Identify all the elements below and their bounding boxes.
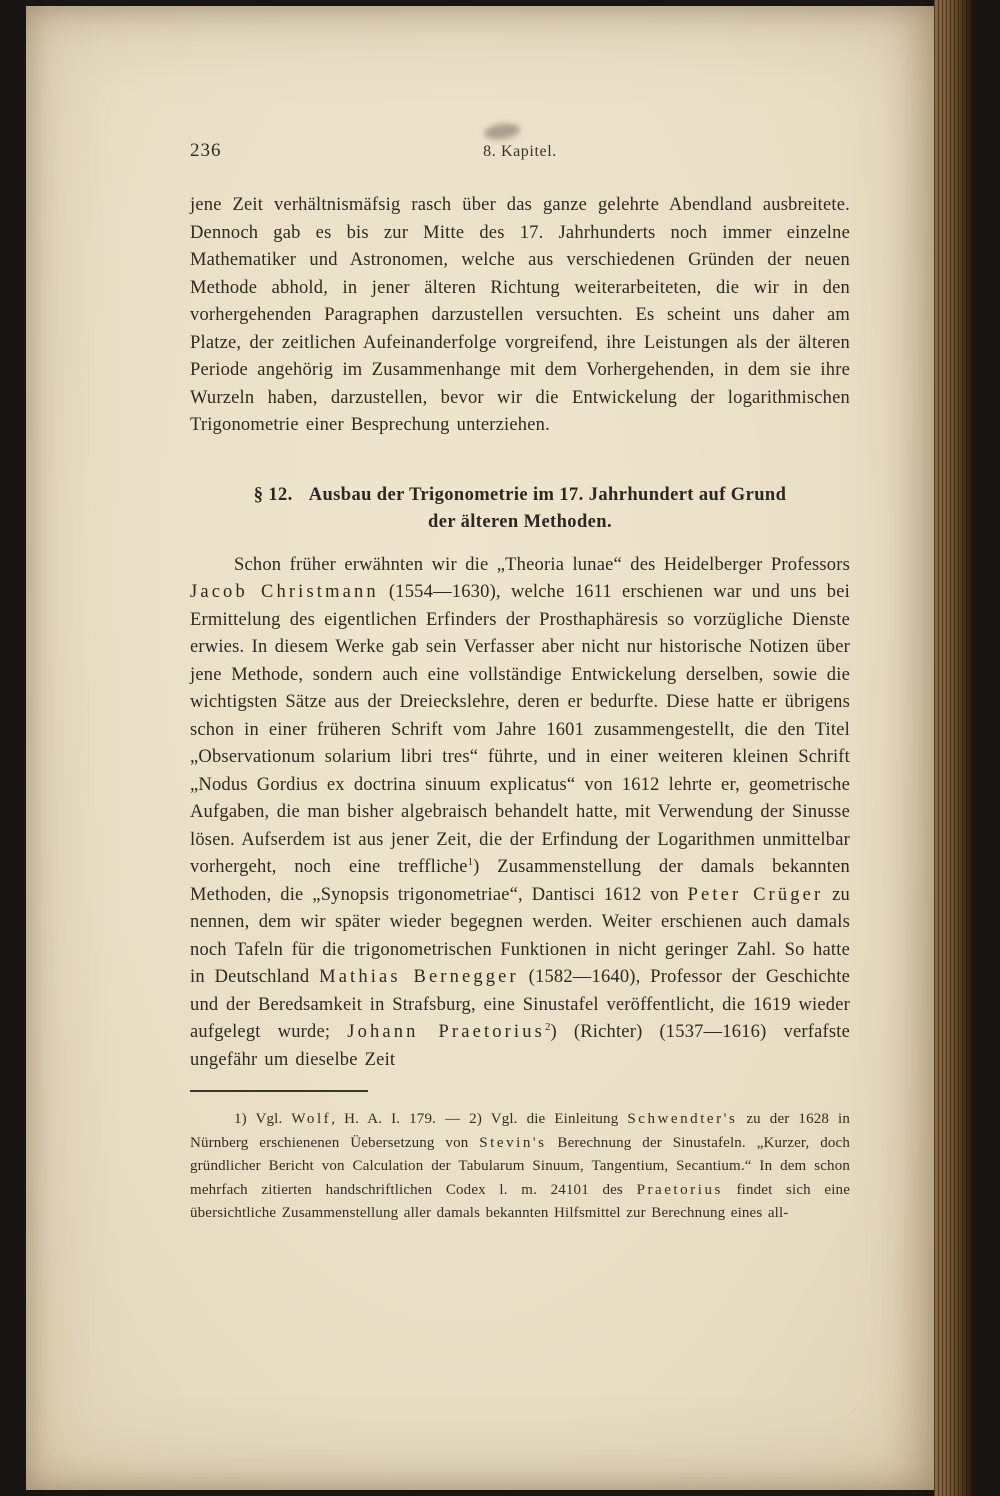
- page-content: [190, 140, 850, 1226]
- footnote-block: 1) Vgl. Wolf, H. A. I. 179. — 2) Vgl. die Einleitung Schwendter's zu der 1628 in Nürnberg erschienenen Üebersetzung von Stevin's Berechnung der Sinustafeln. „Kurzer, doch gründlicher Bericht von Calculation der Tabularum Sinuum, Tangentium, Secantium.“ In dem schon mehrfach zitierten handschriftlichen Codex l. m. 24101 des Praetorius findet sich eine übersichtliche Zusammenstellung aller damals bekannten Hilfsmittel zur Berechnung eines all-: [190, 1111, 851, 1221]
- footnote-rule: [190, 1090, 368, 1092]
- paragraph-section-body: Schon früher erwähnten wir die „Theoria lunae“ des Heidelberger Professors Jacob Christmann (1554—1630), welche 1611 erschienen war und uns bei Ermittelung des eigentlichen Erfinders der Prosthaphäresis so vorzügliche Dienste erwies. In diesem Werke gab sein Verfasser aber nicht nur historische Notizen über jene Methode, sondern auch eine vollständige Entwickelung derselben, sowie die wichtigsten Sätze aus der Dreieckslehre, deren er bedurfte. Diese hatte er übrigens schon in einer früheren Schrift vom Jahre 1601 zusammengestellt, die den Titel „Observationum solarium libri tres“ führte, und in einer weiteren kleinen Schrift „Nodus Gordius ex doctrina sinuum explicatus“ von 1612 lehrte er, geometrische Aufgaben, die man bisher algebraisch behandelt hatte, mit Verwendung der Sinusse lösen. Aufserdem ist aus jener Zeit, die der Erfindung der Logarithmen unmittelbar vorhergeht, noch eine treffliche$^1$) Zusammenstellung der damals bekannten Methoden, die „Synopsis trigonometriae“, Dantisci 1612 von Peter Crüger zu nennen, dem wir später wieder begegnen werden. Weiter erschienen auch damals noch Tafeln für die trigonometrischen Funktionen in nicht geringer Zahl. So hatte in Deutschland Mathias Bernegger (1582—1640), Professor der Geschichte und der Beredsamkeit in Strafsburg, eine Sinustafel veröffentlicht, die 1619 wieder aufgelegt wurde; Johann Praetorius$^2$) (Richter) (1537—1616) verfafste ungefähr um dieselbe Zeit: [190, 554, 851, 1070]
- book-page: [26, 6, 934, 1490]
- book-page-edges: [934, 0, 974, 1496]
- section-heading: [190, 482, 850, 536]
- page-number: 236: [190, 140, 222, 161]
- chapter-running-title: 8. Kapitel.: [483, 143, 557, 160]
- section-heading-line1: [190, 482, 850, 509]
- section-heading-line2: der älteren Methoden.: [428, 511, 612, 532]
- section-number: § 12.: [253, 484, 293, 505]
- paragraph-continued: jene Zeit verhältnismäfsig rasch über das ganze gelehrte Abendland ausbreitete. Dennoch gab es bis zur Mitte des 17. Jahrhunderts noch immer einzelne Mathematiker und Astronomen, welche aus verschiedenen Gründen der neuen Methode abhold, in jener älteren Richtung weiterarbeiteten, die wir in den vorhergehenden Paragraphen darzustellen versuchten. Es scheint uns daher am Platze, der zeitlichen Aufeinanderfolge vorgreifend, ihre Leistungen als der älteren Periode angehörig im Zusammenhange mit dem Vorhergehenden, in dem sie ihre Wurzeln haben, darzustellen, bevor wir die Entwickelung der logarithmischen Trigonometrie einer Besprechung unterziehen.: [190, 195, 850, 435]
- section-title-part1: Ausbau der Trigonometrie im 17. Jahrhundert auf Grund: [308, 484, 787, 505]
- running-head: [190, 140, 850, 164]
- scan-smudge: [483, 122, 521, 142]
